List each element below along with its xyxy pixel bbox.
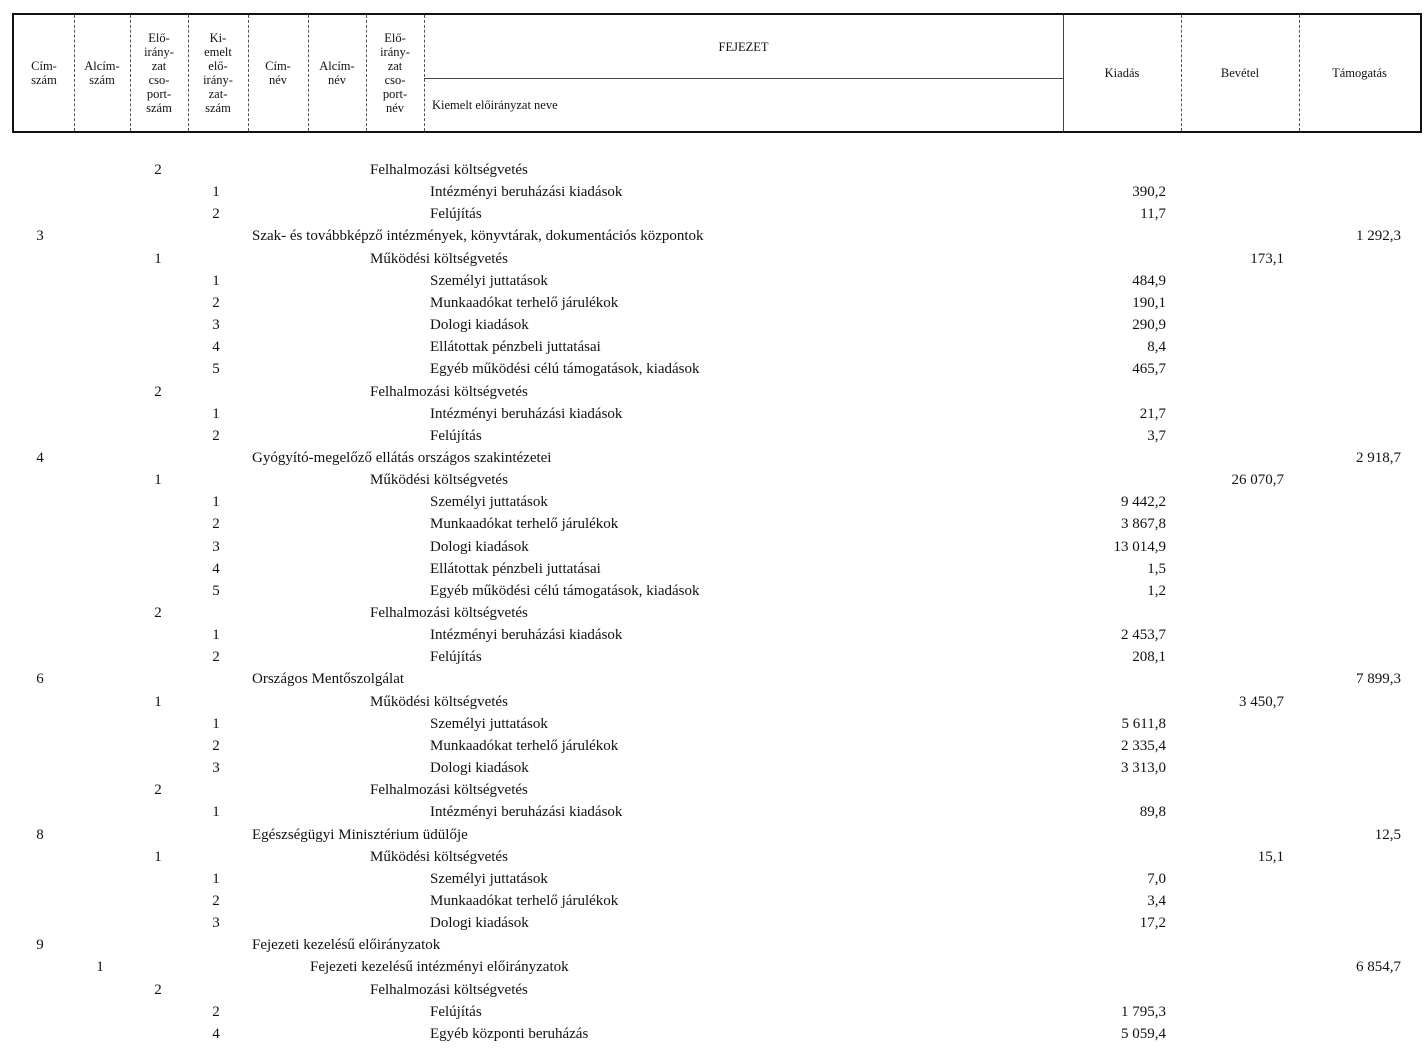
row-name: Ellátottak pénzbeli juttatásai: [430, 560, 601, 577]
row-number: 3: [36, 228, 44, 245]
row-name: Gyógyító-megelőző ellátás országos szakintézetei: [252, 449, 552, 466]
row-name: Dologi kiadások: [430, 760, 529, 777]
row-name: Intézményi beruházási kiadások: [430, 405, 623, 422]
table-row: [0, 646, 1425, 668]
kiadas-value: 7,0: [1147, 870, 1166, 887]
table-row: [0, 668, 1425, 690]
row-number: 2: [212, 1003, 220, 1020]
header-kiemelt-eloiranyzat-neve: Kiemelt előirányzat neve: [432, 97, 558, 112]
table-row: [0, 403, 1425, 425]
header-bevetel: Bevétel: [1220, 66, 1260, 80]
table-row: [0, 691, 1425, 713]
row-number: 5: [212, 582, 220, 599]
kiadas-value: 3 313,0: [1121, 760, 1166, 777]
table-row: [0, 270, 1425, 292]
tamogatas-value: 7 899,3: [1356, 671, 1401, 688]
kiadas-value: 17,2: [1139, 915, 1166, 932]
row-number: 1: [96, 959, 104, 976]
table-row: [0, 159, 1425, 181]
row-number: 1: [154, 250, 162, 267]
row-name: Intézményi beruházási kiadások: [430, 804, 623, 821]
kiadas-value: 8,4: [1147, 339, 1166, 356]
bevetel-value: 3 450,7: [1239, 693, 1284, 710]
table-row: [0, 358, 1425, 380]
row-number: 1: [154, 848, 162, 865]
tamogatas-value: 1 292,3: [1356, 228, 1401, 245]
row-name: Működési költségvetés: [370, 693, 508, 710]
tamogatas-value: 6 854,7: [1356, 959, 1401, 976]
header-kiemelt-eloiranyzat-szam: Ki- emelt elő- irány- zat- szám: [203, 31, 233, 115]
table-row: [0, 248, 1425, 270]
table-row: [0, 934, 1425, 956]
kiadas-value: 484,9: [1132, 272, 1166, 289]
kiadas-value: 208,1: [1132, 649, 1166, 666]
header-cimszam: Cím- szám: [31, 59, 57, 87]
table-row: [0, 469, 1425, 491]
row-number: 2: [154, 981, 162, 998]
row-number: 4: [212, 560, 220, 577]
kiadas-value: 2 335,4: [1121, 737, 1166, 754]
header-fejezet: FEJEZET: [718, 39, 769, 54]
kiadas-value: 3,7: [1147, 427, 1166, 444]
row-number: 6: [36, 671, 44, 688]
row-name: Működési költségvetés: [370, 472, 508, 489]
row-name: Felújítás: [430, 649, 482, 666]
table-row: [0, 846, 1425, 868]
table-row: [0, 868, 1425, 890]
row-name: Személyi juttatások: [430, 870, 548, 887]
row-number: 1: [212, 184, 220, 201]
row-number: 9: [36, 937, 44, 954]
row-number: 2: [212, 294, 220, 311]
row-number: 4: [212, 1025, 220, 1042]
row-name: Dologi kiadások: [430, 317, 529, 334]
row-name: Felhalmozási költségvetés: [370, 782, 528, 799]
table-row: [0, 1001, 1425, 1023]
row-number: 4: [212, 339, 220, 356]
kiadas-value: 3,4: [1147, 892, 1166, 909]
table-row: [0, 381, 1425, 403]
row-name: Egyéb központi beruházás: [430, 1025, 589, 1042]
table-row: [0, 779, 1425, 801]
row-name: Egészségügyi Minisztérium üdülője: [252, 826, 468, 843]
row-name: Személyi juttatások: [430, 272, 548, 289]
row-number: 1: [154, 472, 162, 489]
header-alcimnev: Alcím- név: [319, 59, 355, 87]
row-name: Szak- és továbbképző intézmények, könyvtárak, dokumentációs központok: [252, 228, 704, 245]
row-name: Egyéb működési célú támogatások, kiadások: [430, 582, 700, 599]
table-row: [0, 203, 1425, 225]
row-name: Munkaadókat terhelő járulékok: [430, 892, 619, 909]
table-row: [0, 713, 1425, 735]
row-number: 1: [212, 494, 220, 511]
kiadas-value: 1,2: [1147, 582, 1166, 599]
kiadas-value: 390,2: [1132, 184, 1166, 201]
row-number: 2: [212, 892, 220, 909]
kiadas-value: 1,5: [1147, 560, 1166, 577]
row-number: 2: [154, 782, 162, 799]
row-name: Felújítás: [430, 206, 482, 223]
table-row: [0, 956, 1425, 978]
header-cimnev: Cím- név: [265, 59, 291, 87]
row-number: 3: [212, 538, 220, 555]
header-tamogatas: Támogatás: [1332, 66, 1387, 80]
tamogatas-value: 12,5: [1374, 826, 1401, 843]
row-number: 1: [212, 715, 220, 732]
table-header: [12, 13, 1422, 133]
row-name: Munkaadókat terhelő járulékok: [430, 516, 619, 533]
row-number: 2: [154, 162, 162, 178]
kiadas-value: 190,1: [1132, 294, 1166, 311]
row-name: Felhalmozási költségvetés: [370, 383, 528, 400]
row-name: Működési költségvetés: [370, 848, 508, 865]
table-row: [0, 801, 1425, 823]
kiadas-value: 290,9: [1132, 317, 1166, 334]
table-row: [0, 890, 1425, 912]
row-name: Felhalmozási költségvetés: [370, 981, 528, 998]
row-number: 1: [212, 804, 220, 821]
row-name: Felhalmozási költségvetés: [370, 605, 528, 621]
row-name: Dologi kiadások: [430, 915, 529, 932]
row-name: Személyi juttatások: [430, 494, 548, 511]
bevetel-value: 26 070,7: [1231, 472, 1284, 489]
header-eloiranyzat-csoport-nev: Elő- irány- zat cso- port- név: [380, 31, 410, 115]
kiadas-value: 89,8: [1139, 804, 1166, 821]
row-number: 2: [212, 649, 220, 666]
table-row: [0, 491, 1425, 513]
row-name: Felújítás: [430, 427, 482, 444]
header-eloiranyzat-csoport-szam: Elő- irány- zat cso- port- szám: [144, 31, 174, 115]
kiadas-value: 9 442,2: [1121, 494, 1166, 511]
row-number: 3: [212, 317, 220, 334]
tamogatas-value: 2 918,7: [1356, 449, 1401, 466]
table-row: [0, 447, 1425, 469]
table-row: [0, 602, 1425, 624]
kiadas-value: 1 795,3: [1121, 1003, 1166, 1020]
row-number: 2: [212, 427, 220, 444]
bevetel-value: 15,1: [1257, 848, 1284, 865]
table-row: [0, 181, 1425, 203]
row-number: 1: [212, 405, 220, 422]
header-alcimszam: Alcím- szám: [84, 59, 120, 87]
row-name: Intézményi beruházási kiadások: [430, 627, 623, 644]
table-row: [0, 624, 1425, 646]
row-name: Működési költségvetés: [370, 250, 508, 267]
table-row: [0, 757, 1425, 779]
kiadas-value: 3 867,8: [1121, 516, 1166, 533]
row-number: 2: [212, 516, 220, 533]
table-row: [0, 336, 1425, 358]
table-row: [0, 292, 1425, 314]
row-number: 2: [212, 737, 220, 754]
row-number: 2: [154, 605, 162, 621]
kiadas-value: 13 014,9: [1113, 538, 1166, 555]
row-name: Személyi juttatások: [430, 715, 548, 732]
table-row: [0, 735, 1425, 757]
row-number: 1: [212, 627, 220, 644]
row-number: 1: [154, 693, 162, 710]
kiadas-value: 5 611,8: [1121, 715, 1166, 732]
kiadas-value: 21,7: [1139, 405, 1166, 422]
bevetel-value: 173,1: [1250, 250, 1284, 267]
row-name: Felhalmozási költségvetés: [370, 162, 528, 178]
row-number: 3: [212, 760, 220, 777]
table-row: [0, 513, 1425, 535]
row-name: Ellátottak pénzbeli juttatásai: [430, 339, 601, 356]
row-number: 1: [212, 870, 220, 887]
table-row: [0, 580, 1425, 602]
table-row: [0, 912, 1425, 934]
row-name: Fejezeti kezelésű intézményi előirányzatok: [310, 959, 569, 976]
table-row: [0, 425, 1425, 447]
row-name: Fejezeti kezelésű előirányzatok: [252, 937, 441, 954]
row-number: 5: [212, 361, 220, 378]
kiadas-value: 5 059,4: [1121, 1025, 1166, 1042]
kiadas-value: 11,7: [1140, 206, 1166, 223]
row-number: 2: [212, 206, 220, 223]
row-number: 8: [36, 826, 44, 843]
kiadas-value: 465,7: [1132, 361, 1166, 378]
row-number: 2: [154, 383, 162, 400]
row-name: Munkaadókat terhelő járulékok: [430, 294, 619, 311]
row-number: 4: [36, 449, 44, 466]
table-row: [0, 558, 1425, 580]
row-number: 3: [212, 915, 220, 932]
kiadas-value: 2 453,7: [1121, 627, 1166, 644]
table-row: [0, 979, 1425, 1001]
table-row: [0, 1023, 1425, 1045]
row-name: Egyéb működési célú támogatások, kiadások: [430, 361, 700, 378]
table-row: [0, 824, 1425, 846]
table-row: [0, 314, 1425, 336]
row-name: Országos Mentőszolgálat: [252, 671, 405, 688]
row-number: 1: [212, 272, 220, 289]
table-row: [0, 536, 1425, 558]
row-name: Munkaadókat terhelő járulékok: [430, 737, 619, 754]
table-row: [0, 225, 1425, 247]
row-name: Intézményi beruházási kiadások: [430, 184, 623, 201]
header-kiadas: Kiadás: [1104, 66, 1140, 80]
row-name: Dologi kiadások: [430, 538, 529, 555]
row-name: Felújítás: [430, 1003, 482, 1020]
